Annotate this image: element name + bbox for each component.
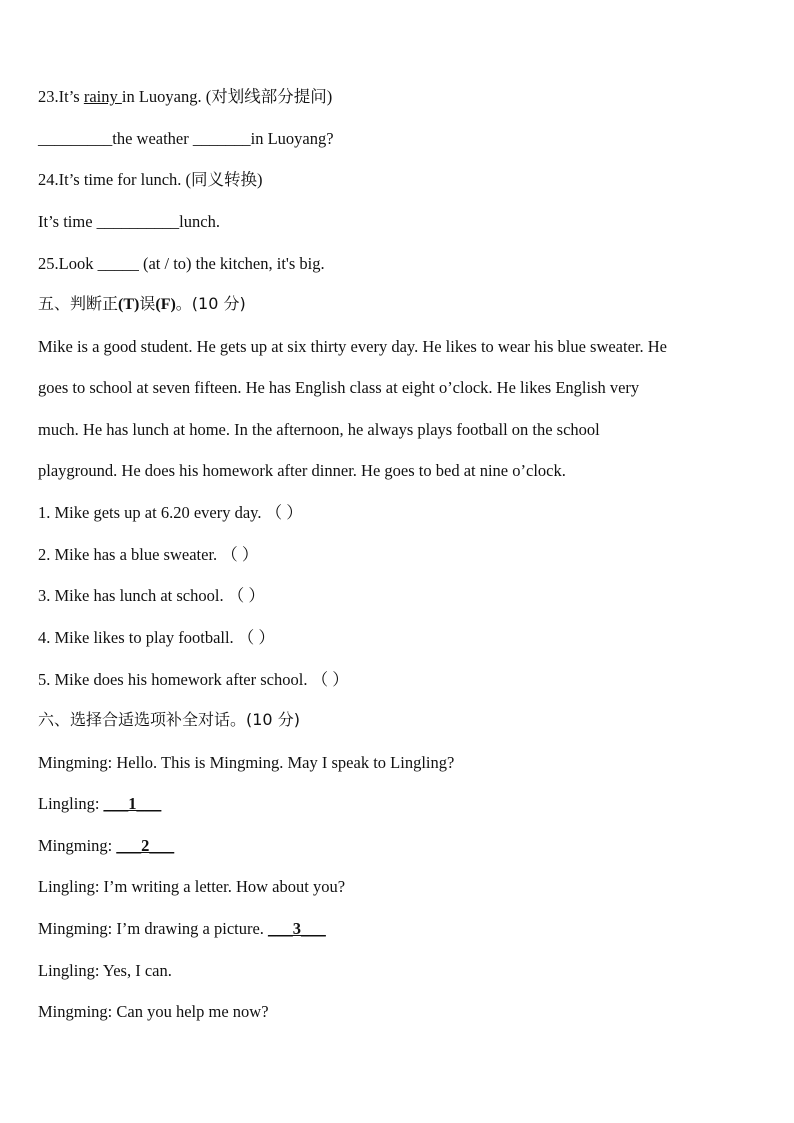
question-24: 24.It’s time for lunch. (同义转换)	[38, 170, 263, 189]
section5-heading-f: (F)	[155, 296, 176, 313]
judge-item-3: 3. Mike has lunch at school. （ ）	[38, 586, 265, 605]
dialog-speaker: Lingling:	[38, 877, 100, 896]
section5-heading-a: 五、判断正	[38, 294, 119, 313]
section5-heading-t: (T)	[118, 296, 140, 313]
passage-line: Mike is a good student. He gets up at six thirty every day. He likes to wear his blue sweater. He	[38, 337, 667, 356]
dialog-line	[38, 836, 174, 856]
q23-underlined-word: rainy	[83, 87, 122, 106]
dialog-line	[38, 919, 326, 939]
dialog-line	[38, 794, 161, 814]
dialog-speaker: Mingming:	[38, 836, 113, 855]
section6-heading: 六、选择合适选项补全对话。(10 分)	[38, 710, 300, 729]
dialog-line	[38, 961, 172, 981]
dialog-text: Yes, I can.	[99, 961, 172, 980]
dialog-blank: ___3___	[268, 919, 326, 938]
q23-suffix: in Luoyang. (对划线部分提问)	[121, 87, 333, 106]
dialog-text: Can you help me now?	[112, 1002, 269, 1021]
dialog-speaker: Lingling:	[38, 794, 100, 813]
section5-heading-c: 。(10 分)	[175, 294, 246, 313]
passage-line: much. He has lunch at home. In the afternoon, he always plays football on the school	[38, 420, 600, 439]
dialog-blank: ___2___	[116, 836, 175, 855]
dialog-speaker: Lingling:	[38, 961, 100, 980]
judge-item-4: 4. Mike likes to play football. （ ）	[38, 628, 275, 647]
dialog-speaker: Mingming:	[38, 1002, 113, 1021]
judge-item-1: 1. Mike gets up at 6.20 every day. （ ）	[38, 503, 303, 522]
dialog-speaker: Mingming:	[38, 753, 113, 772]
section5-heading	[38, 294, 246, 315]
section5-heading-b: 误	[139, 294, 156, 313]
question-23	[38, 87, 332, 107]
question-25: 25.Look _____ (at / to) the kitchen, it's big.	[38, 254, 325, 273]
q24-answer-line: It’s time __________lunch.	[38, 212, 220, 231]
q23-answer-line: _________the weather _______in Luoyang?	[38, 129, 334, 148]
dialog-text: I’m writing a letter. How about you?	[99, 877, 346, 896]
q23-prefix: 23.It’s	[38, 87, 84, 106]
dialog-speaker: Mingming:	[38, 919, 113, 938]
dialog-line	[38, 1002, 269, 1022]
dialog-text: Hello. This is Mingming. May I speak to Lingling?	[112, 753, 455, 772]
dialog-blank: ___1___	[103, 794, 162, 813]
passage-line: goes to school at seven fifteen. He has English class at eight o’clock. He likes English very	[38, 378, 640, 397]
dialog-text: I’m drawing a picture.	[112, 919, 269, 938]
dialog-line	[38, 877, 345, 897]
dialog-line	[38, 753, 454, 773]
judge-item-5: 5. Mike does his homework after school. （ ）	[38, 670, 349, 689]
passage-line: playground. He does his homework after dinner. He goes to bed at nine o’clock.	[38, 461, 566, 480]
judge-item-2: 2. Mike has a blue sweater. （ ）	[38, 545, 259, 564]
